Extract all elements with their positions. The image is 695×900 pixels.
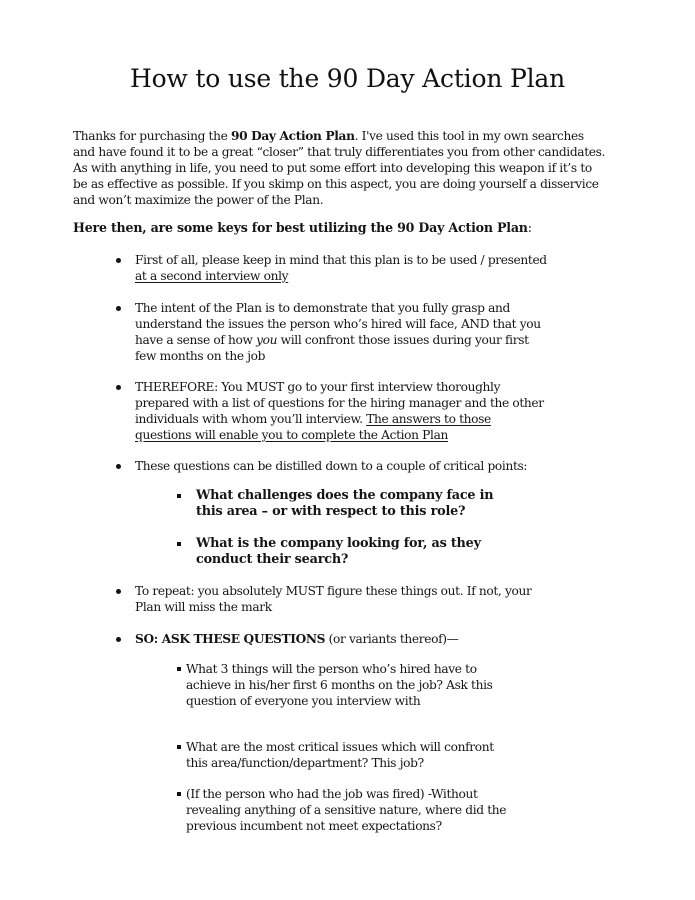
bullet-1-line-2: at a second interview only xyxy=(135,269,289,283)
emphasis-you: you xyxy=(256,333,278,347)
bullet-6-line-1 xyxy=(135,631,459,647)
question-2-line-2: this area/function/department? This job? xyxy=(186,756,424,770)
keys-heading-text: Here then, are some keys for best utilizing the 90 Day Action Plan xyxy=(73,220,528,235)
square-bullet-icon xyxy=(177,792,181,796)
square-bullet-icon xyxy=(177,745,181,749)
sub-point-1-line-2: this area – or with respect to this role? xyxy=(196,504,466,519)
bullet-2-line-2: understand the issues the person who’s hired will face, AND that you xyxy=(135,317,541,331)
square-bullet-icon xyxy=(177,542,181,546)
question-1-line-1: What 3 things will the person who’s hired have to xyxy=(186,662,477,676)
product-name: 90 Day Action Plan xyxy=(231,129,355,143)
bullet-1-line-1: First of all, please keep in mind that this plan is to be used / presented xyxy=(135,253,547,267)
bullet-icon xyxy=(116,306,121,311)
question-2-line-1: What are the most critical issues which will confront xyxy=(186,740,494,754)
bullet-2-text: will confront those issues during your first xyxy=(277,333,529,347)
bullet-3-line-2: prepared with a list of questions for the hiring manager and the other xyxy=(135,396,544,410)
square-bullet-icon xyxy=(177,494,181,498)
bullet-4-line-1: These questions can be distilled down to a couple of critical points: xyxy=(135,459,528,473)
intro-line-1 xyxy=(73,128,584,144)
bullet-5-line-2: Plan will miss the mark xyxy=(135,600,272,614)
ask-questions-label: SO: ASK THESE QUESTIONS xyxy=(135,632,326,646)
page-title: How to use the 90 Day Action Plan xyxy=(129,64,565,93)
intro-text: . I've used this tool in my own searches xyxy=(354,129,584,143)
sub-point-2-line-1: What is the company looking for, as they xyxy=(196,536,481,551)
sub-point-2-line-2: conduct their search? xyxy=(196,552,349,567)
intro-line-3: As with anything in life, you need to put some effort into developing this weapon if it’s to xyxy=(73,161,592,175)
keys-heading-colon: : xyxy=(527,220,532,235)
square-bullet-icon xyxy=(177,667,181,671)
ask-questions-suffix: (or variants thereof)— xyxy=(325,632,459,646)
question-1-line-3: question of everyone you interview with xyxy=(186,694,421,708)
bullet-2-line-4: few months on the job xyxy=(135,349,266,363)
intro-line-2: and have found it to be a great “closer” that truly differentiates you from other candidates. xyxy=(73,145,606,159)
intro-line-5: and won’t maximize the power of the Plan. xyxy=(73,193,324,207)
bullet-3-underlined: The answers to those xyxy=(366,412,491,426)
bullet-2-line-3 xyxy=(135,332,529,348)
intro-text: Thanks for purchasing the xyxy=(73,129,231,143)
keys-heading xyxy=(73,220,532,236)
bullet-icon xyxy=(116,637,121,642)
bullet-5-line-1: To repeat: you absolutely MUST figure these things out. If not, your xyxy=(135,584,532,598)
bullet-icon xyxy=(116,258,121,263)
bullet-2-line-1: The intent of the Plan is to demonstrate that you fully grasp and xyxy=(135,301,510,315)
bullet-3-line-1: THEREFORE: You MUST go to your first interview thoroughly xyxy=(135,380,501,394)
question-3-line-2: revealing anything of a sensitive nature, where did the xyxy=(186,803,507,817)
bullet-3-line-4: questions will enable you to complete the Action Plan xyxy=(135,428,448,442)
intro-line-4: be as effective as possible. If you skimp on this aspect, you are doing yourself a disservice xyxy=(73,177,599,191)
question-1-line-2: achieve in his/her first 6 months on the job? Ask this xyxy=(186,678,493,692)
question-3-line-3: previous incumbent not meet expectations? xyxy=(186,819,442,833)
question-3-line-1: (If the person who had the job was fired) -Without xyxy=(186,787,478,801)
bullet-icon xyxy=(116,385,121,390)
sub-point-1-line-1: What challenges does the company face in xyxy=(196,488,494,503)
bullet-3-text: individuals with whom you’ll interview. xyxy=(135,412,367,426)
bullet-icon xyxy=(116,589,121,594)
bullet-2-text: have a sense of how xyxy=(135,333,257,347)
bullet-3-line-3 xyxy=(135,411,491,427)
bullet-icon xyxy=(116,464,121,469)
